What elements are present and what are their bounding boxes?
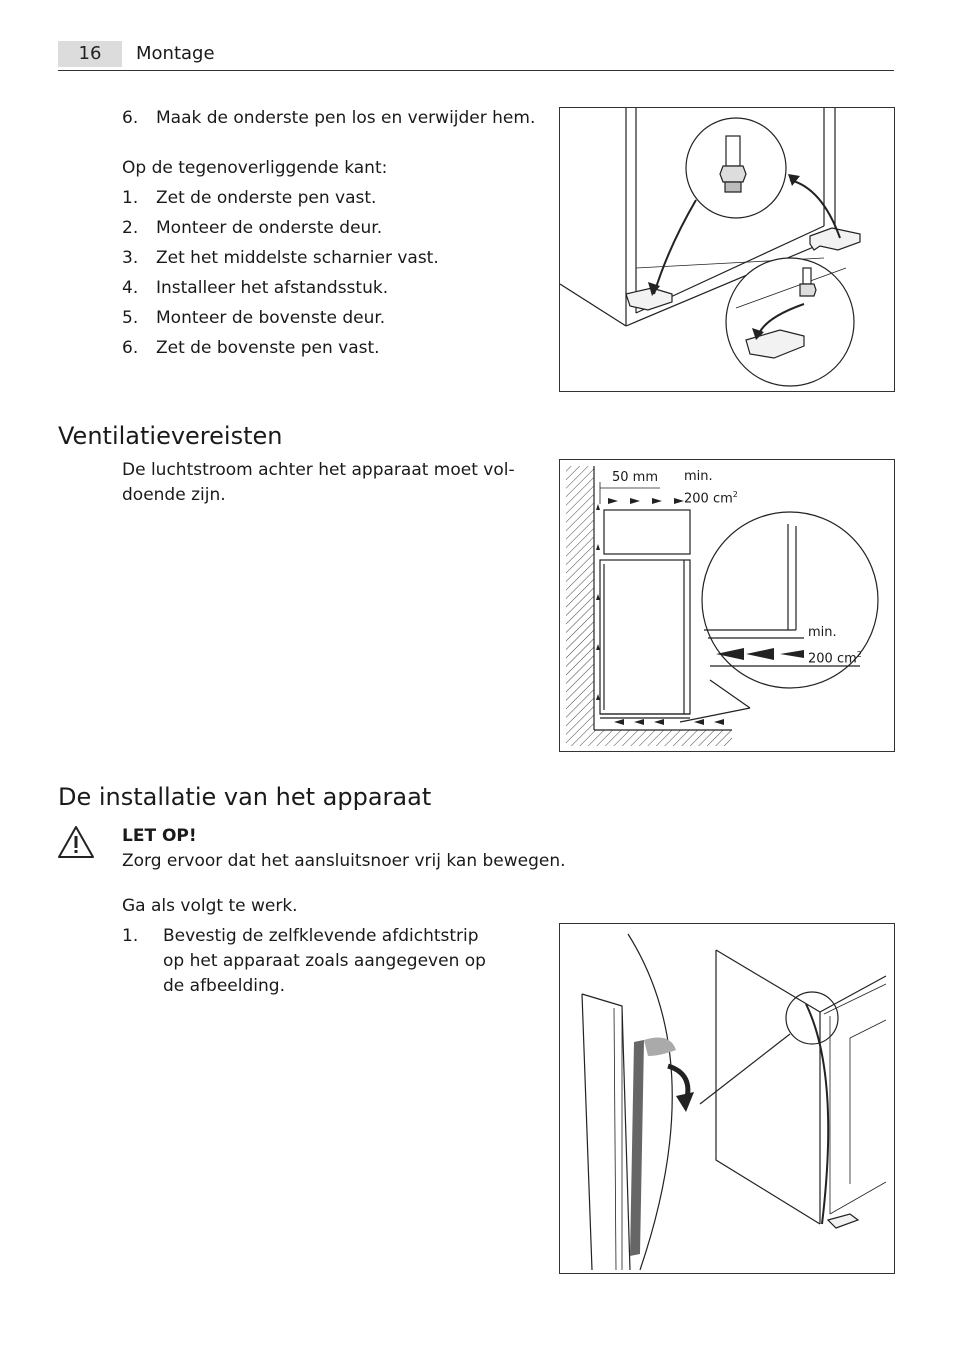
strip-backing (644, 1038, 676, 1056)
wall-hatch (566, 466, 594, 746)
list-item (122, 246, 542, 271)
area-unit-sup: 2 (732, 490, 738, 499)
step-number: 6. (122, 338, 139, 358)
step-text: Zet de bovenste pen vast. (156, 338, 380, 358)
top-area-label (684, 486, 738, 508)
hinge-pin-illustration (560, 108, 894, 391)
list-item (122, 216, 542, 241)
ventilation-figure (559, 459, 895, 752)
step-text: Installeer het afstandsstuk. (156, 278, 389, 298)
bottom-min-label: min. (808, 625, 837, 640)
list-item (122, 276, 542, 301)
step-number: 3. (122, 248, 139, 268)
ventilation-text: De luchtstroom achter het apparaat moet vol- doende zijn. (122, 460, 515, 505)
step-number: 1. (122, 188, 139, 208)
step-text: Bevestig de zelfklevende afdichtstrip op het apparaat zoals aangegeven op de afbeelding. (163, 926, 486, 996)
sealing-strip (630, 1040, 644, 1256)
section-title: Montage (136, 43, 215, 64)
bottom-area-label (808, 644, 862, 670)
hinge-pin-figure (559, 107, 895, 392)
ventilation-heading: Ventilatievereisten (58, 422, 283, 450)
step-number: 4. (122, 278, 139, 298)
page-number: 16 (58, 41, 122, 67)
top-airflow-label (684, 468, 738, 508)
install-step (122, 924, 502, 1000)
area-unit-sup: 2 (856, 650, 862, 659)
step-number: 1. (122, 926, 139, 946)
procedure-intro: Ga als volgt te werk. (122, 896, 298, 916)
list-item (122, 306, 542, 331)
step-number: 5. (122, 308, 139, 328)
warning-text: Zorg ervoor dat het aansluitsnoer vrij kan bewegen. (122, 851, 566, 871)
list-item (122, 186, 542, 211)
warning-icon (56, 824, 96, 860)
step-text: Monteer de onderste deur. (156, 218, 383, 238)
top-min-label: min. (684, 469, 713, 484)
sealing-strip-figure (559, 923, 895, 1274)
installation-heading: De installatie van het apparaat (58, 783, 432, 811)
step-text: Maak de onderste pen los en verwijder hem. (156, 108, 536, 128)
sealing-strip-illustration (560, 924, 894, 1273)
warning-title: LET OP! (122, 826, 197, 846)
bottom-airflow-label (808, 622, 862, 670)
bottom-area-value: 200 cm (808, 651, 857, 667)
step-number: 6. (122, 108, 139, 128)
step-text: Monteer de bovenste deur. (156, 308, 386, 328)
list-item (122, 336, 542, 361)
top-area-value: 200 cm (684, 491, 733, 507)
gap-dimension-label: 50 mm (612, 470, 659, 485)
header-rule (58, 70, 894, 71)
opposite-side-intro: Op de tegenoverliggende kant: (122, 158, 388, 178)
step-remove-pin (122, 106, 542, 156)
floor-hatch (594, 730, 732, 746)
step-text: Zet de onderste pen vast. (156, 188, 377, 208)
step-text: Zet het middelste scharnier vast. (156, 248, 439, 268)
step-number: 2. (122, 218, 139, 238)
